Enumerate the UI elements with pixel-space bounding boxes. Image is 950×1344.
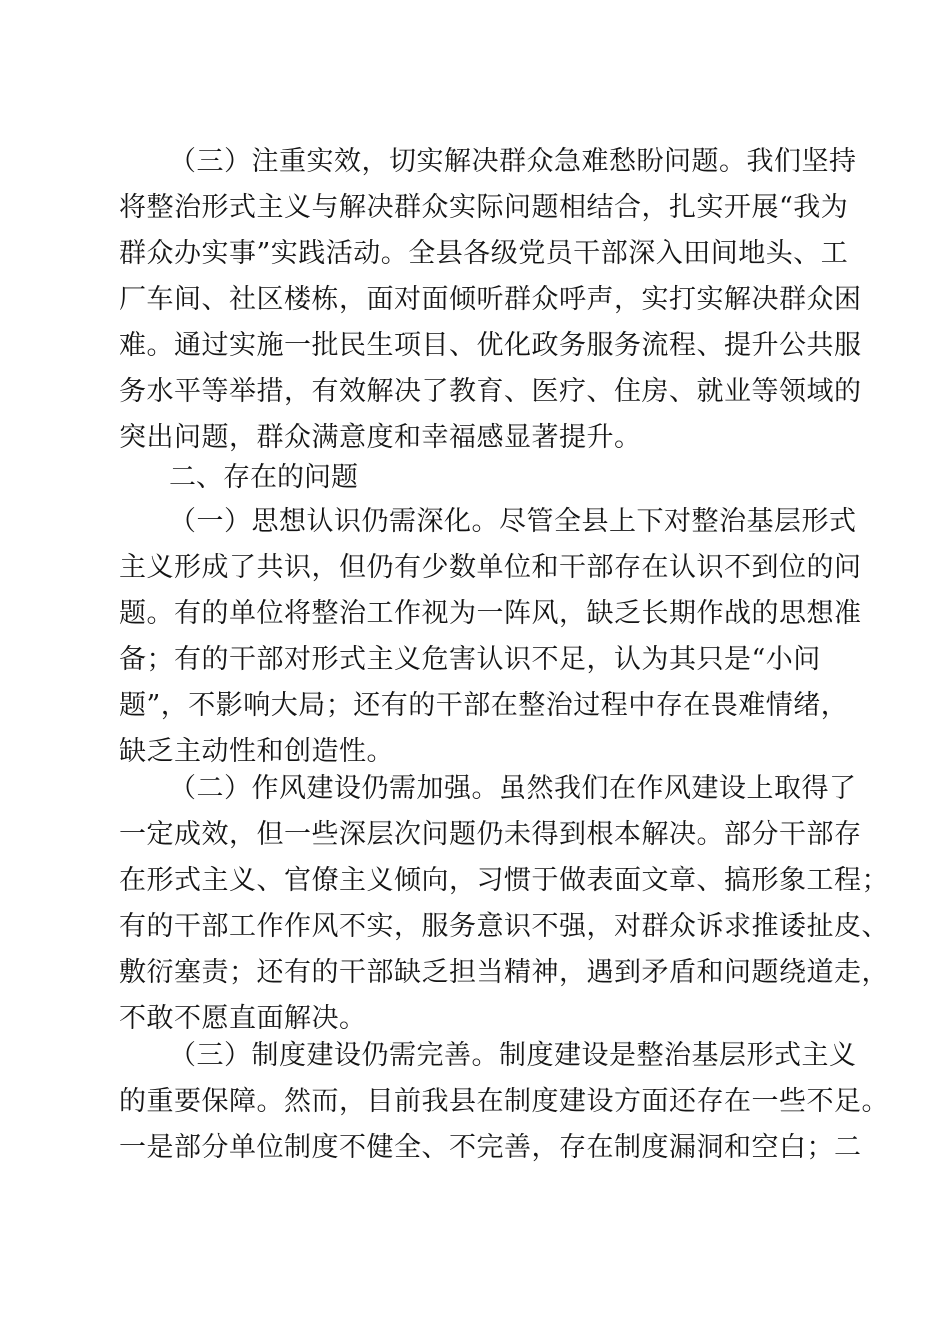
paragraph-line: 难。通过实施一批民生项目、优化政务服务流程、提升公共服 bbox=[119, 330, 862, 361]
paragraph-line: （三）注重实效，切实解决群众急难愁盼问题。我们坚持 bbox=[169, 146, 857, 177]
paragraph-line: 有的干部工作作风不实，服务意识不强，对群众诉求推诿扯皮、 bbox=[119, 911, 889, 942]
paragraph-line: 缺乏主动性和创造性。 bbox=[119, 736, 394, 767]
paragraph-line: 突出问题，群众满意度和幸福感显著提升。 bbox=[119, 422, 642, 453]
paragraph-line: 厂车间、社区楼栋，面对面倾听群众呼声，实打实解决群众困 bbox=[119, 284, 862, 315]
paragraph-line: 一是部分单位制度不健全、不完善，存在制度漏洞和空白；二 bbox=[119, 1132, 862, 1163]
paragraph-practical-results bbox=[119, 139, 862, 461]
paragraph-line: （二）作风建设仍需加强。虽然我们在作风建设上取得了 bbox=[169, 773, 857, 804]
paragraph-work-style bbox=[119, 766, 889, 1042]
paragraph-line: 在形式主义、官僚主义倾向，习惯于做表面文章、搞形象工程； bbox=[119, 865, 889, 896]
paragraph-line: 的重要保障。然而，目前我县在制度建设方面还存在一些不足。 bbox=[119, 1086, 889, 1117]
paragraph-institution-building bbox=[119, 1033, 889, 1171]
paragraph-line: 务水平等举措，有效解决了教育、医疗、住房、就业等领域的 bbox=[119, 376, 862, 407]
paragraph-ideological-awareness bbox=[119, 499, 862, 775]
paragraph-line: 题。有的单位将整治工作视为一阵风，缺乏长期作战的思想准 bbox=[119, 598, 862, 629]
paragraph-line: 一定成效，但一些深层次问题仍未得到根本解决。部分干部存 bbox=[119, 819, 862, 850]
section-heading: 二、存在的问题 bbox=[169, 462, 358, 493]
paragraph-line: 群众办实事”实践活动。全县各级党员干部深入田间地头、工 bbox=[119, 238, 849, 269]
paragraph-line: 主义形成了共识，但仍有少数单位和干部存在认识不到位的问 bbox=[119, 552, 862, 583]
paragraph-line: 备；有的干部对形式主义危害认识不足，认为其只是“小问 bbox=[119, 644, 821, 675]
paragraph-line: 题”，不影响大局；还有的干部在整治过程中存在畏难情绪， bbox=[119, 690, 849, 721]
paragraph-line: 敷衍塞责；还有的干部缺乏担当精神，遇到矛盾和问题绕道走， bbox=[119, 957, 889, 988]
paragraph-line: （三）制度建设仍需完善。制度建设是整治基层形式主义 bbox=[169, 1040, 857, 1071]
paragraph-line: 不敢不愿直面解决。 bbox=[119, 1003, 367, 1034]
paragraph-line: 将整治形式主义与解决群众实际问题相结合，扎实开展“我为 bbox=[119, 192, 849, 223]
paragraph-line: （一）思想认识仍需深化。尽管全县上下对整治基层形式 bbox=[169, 506, 857, 537]
